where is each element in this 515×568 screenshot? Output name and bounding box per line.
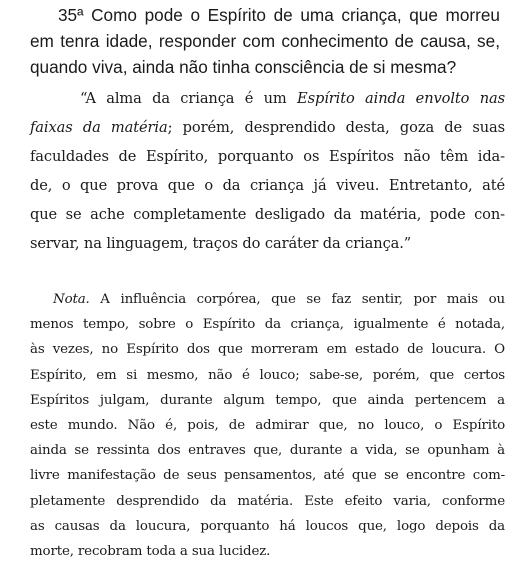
note-line-2: menos tempo, sobre o Espírito da criança, igualmente é notada, — [30, 317, 505, 333]
question-line-2: em tenra idade, responder com conhecimento de causa, se, — [30, 31, 500, 51]
note-line-4: Espírito, em si mesmo, não é louco; sabe-se, porém, que certos — [30, 367, 505, 383]
answer-line-5: que se ache completamente desligado da matéria, pode con- — [30, 206, 505, 223]
note-line-1-rest: A influência corpórea, que se faz sentir, por mais ou — [100, 292, 506, 307]
answer-opening: “A alma da criança é um — [80, 90, 287, 107]
note-line-10: as causas da loucura, porquanto há loucos que, logo depois da — [30, 518, 505, 534]
note-line-6: este mundo. Não é, pois, de admirar que, no louco, o Espírito — [30, 418, 505, 434]
answer-line-2-rest: ; porém, desprendido desta, goza de suas — [167, 119, 505, 136]
note-line-7: ainda se ressinta dos entraves que, durante a vida, se opunham à — [30, 443, 505, 459]
note-label: Nota. — [53, 292, 90, 307]
note-paragraph — [30, 287, 505, 564]
note-line-3: às vezes, no Espírito dos que morreram em estado de loucura. O — [30, 342, 505, 358]
answer-line-3: faculdades de Espírito, porquanto os Espíritos não têm ida- — [30, 148, 505, 165]
question-line-3: quando viva, ainda não tinha consciência de si mesma? — [30, 57, 457, 77]
note-line-1 — [30, 287, 505, 312]
answer-line-4: de, o que prova que o da criança já viveu. Entretanto, até — [30, 177, 505, 194]
question-line-1 — [30, 2, 500, 28]
answer-line-1 — [30, 84, 505, 113]
question-line-text: Como pode o Espírito de uma criança, que morreu — [91, 5, 500, 25]
note-line-9: pletamente desprendido da matéria. Este efeito varia, conforme — [30, 493, 505, 509]
note-line-8: livre manifestação de seus pensamentos, até que se encontre com- — [30, 468, 505, 484]
answer-emphasis-1: Espírito ainda envolto nas — [297, 90, 505, 107]
answer-line-6: servar, na linguagem, traços do caráter da criança.” — [30, 235, 412, 252]
question-paragraph — [30, 2, 500, 80]
question-number: 35ª — [58, 5, 84, 25]
answer-line-2 — [30, 113, 505, 142]
answer-paragraph — [30, 84, 505, 258]
note-line-11: morte, recobram toda a sua lucidez. — [30, 544, 271, 560]
note-line-5: Espíritos julgam, durante algum tempo, que ainda pertencem a — [30, 392, 505, 408]
answer-emphasis-2: faixas da matéria — [30, 119, 168, 136]
